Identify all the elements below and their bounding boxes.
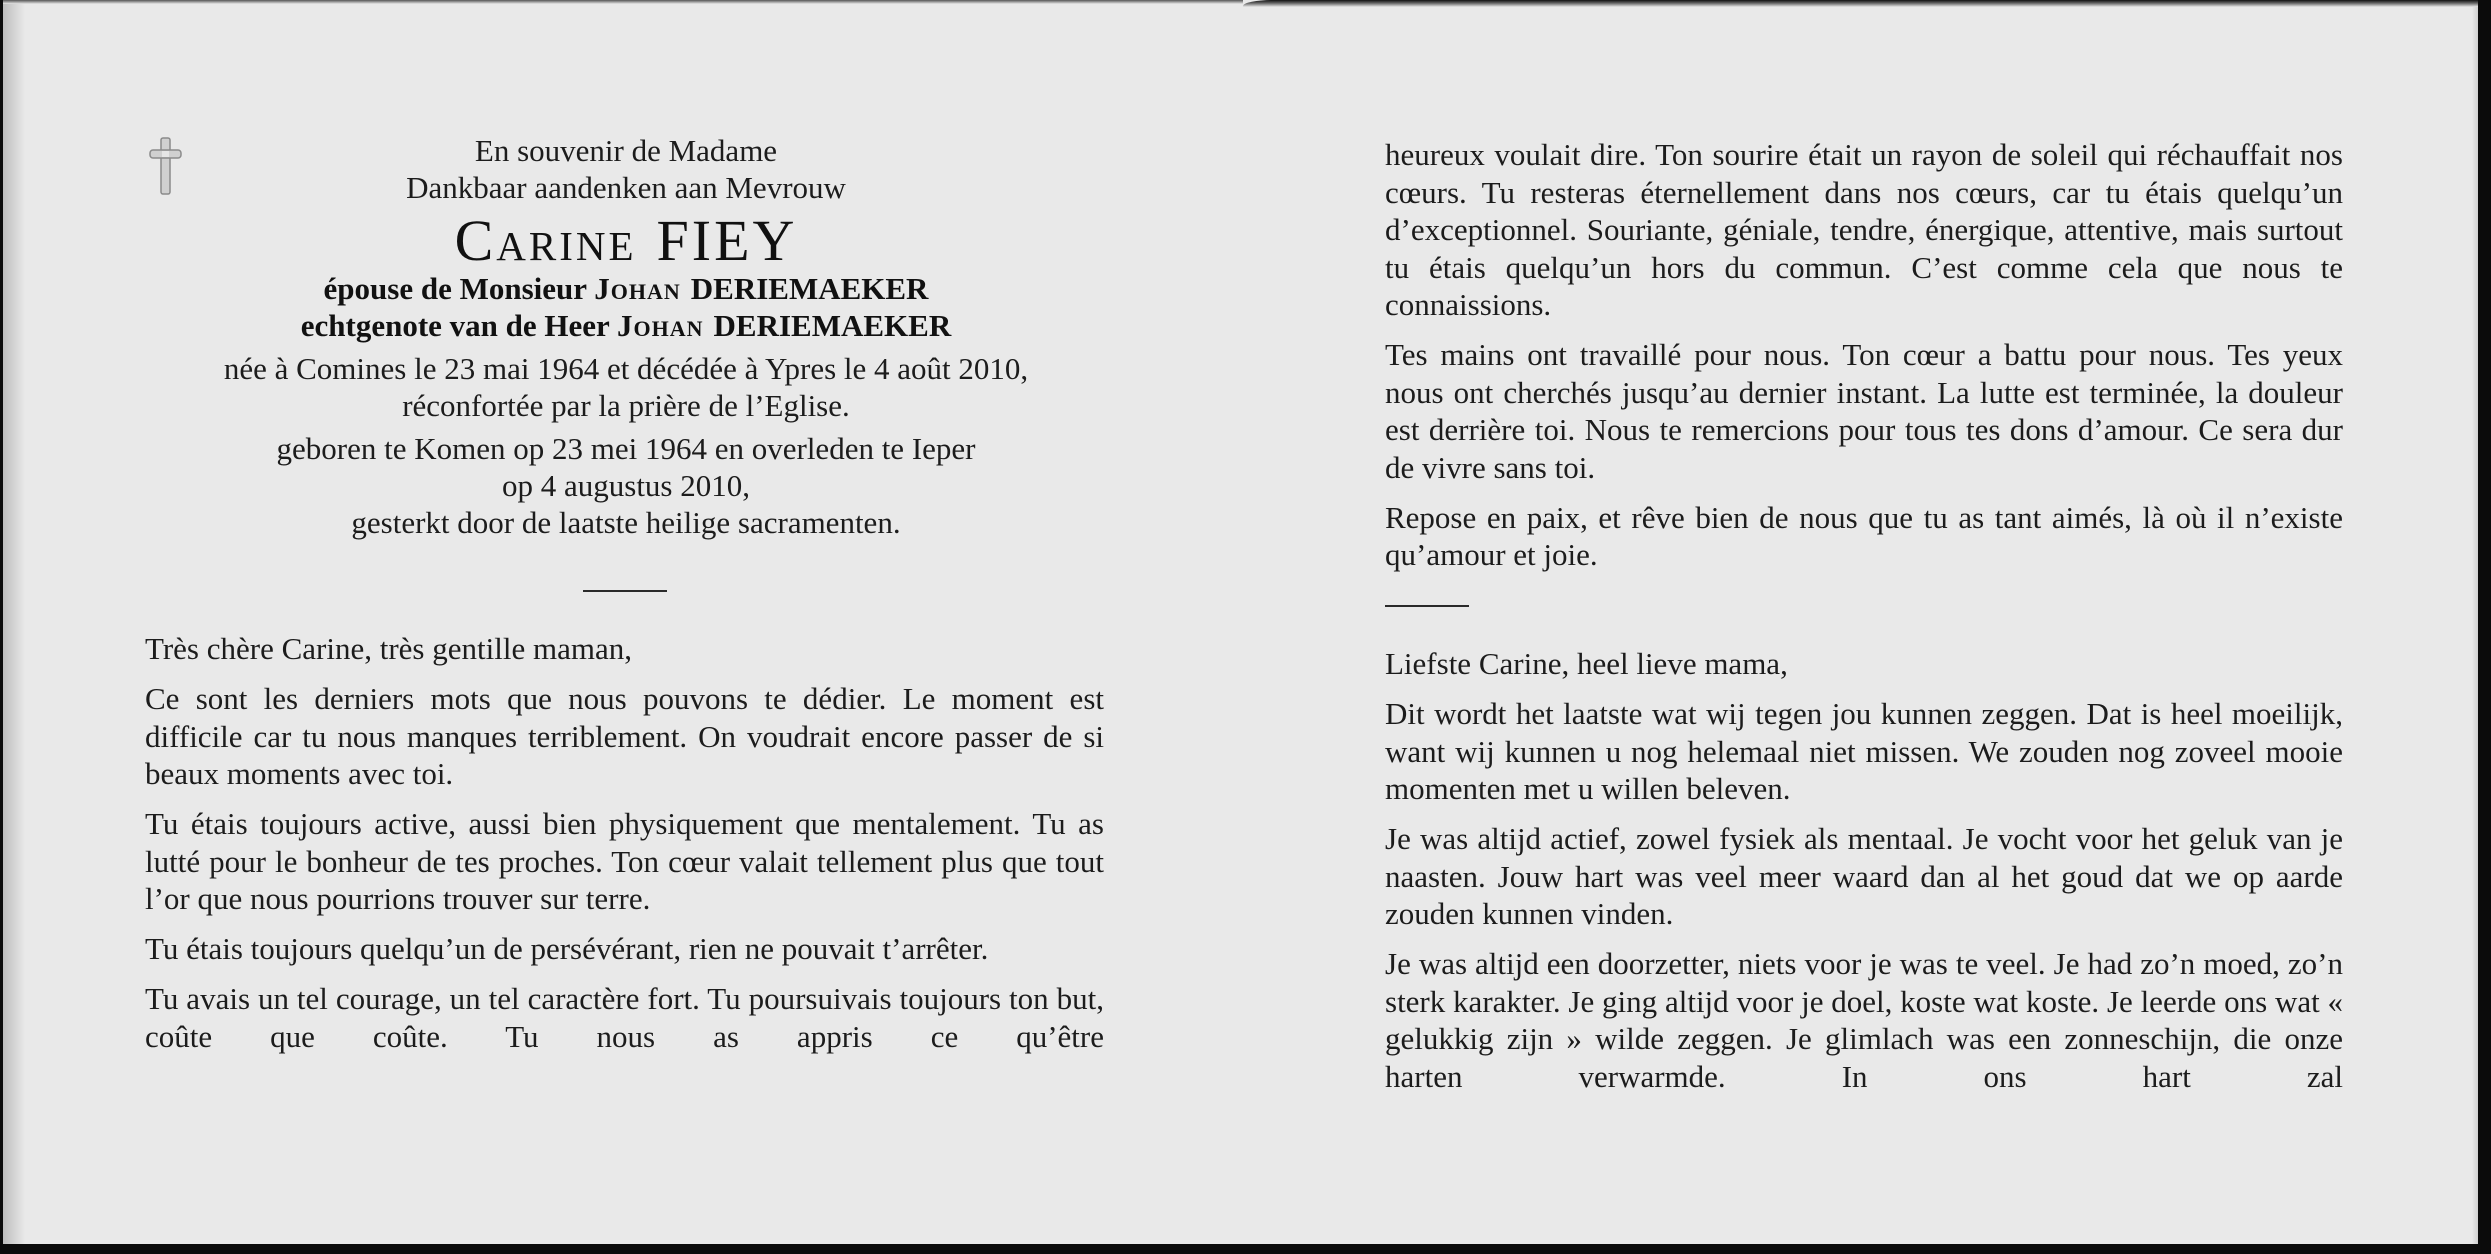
- memorial-card: [3, 0, 2478, 1244]
- paragraph: Repose en paix, et rêve bien de nous que tu as tant aimés, là où il n’existe qu’amour et joie.: [1385, 499, 2343, 572]
- right-body-fr: [1385, 136, 2343, 586]
- birth-death-nl: geboren te Komen op 23 mei 1964 en overleden te Ieper: [276, 431, 976, 466]
- last-name: FIEY: [656, 208, 798, 273]
- paragraph: Tu étais toujours quelqu’un de persévérant, rien ne pouvait t’arrêter.: [145, 931, 989, 966]
- spouse-first-name: Johan: [617, 308, 704, 343]
- spouse-last-name: DERIEMAEKER: [713, 308, 952, 343]
- paragraph: heureux voulait dire. Ton sourire était un rayon de soleil qui réchauffait nos cœurs. Tu resteras éternellement dans nos cœurs, car tu étais quelqu’un d’exceptionnel. Souriante, géniale, tendre, énergique, attentive, mais surtout tu étais quelqu’un hors du commun. C’est comme cela que nous te connaissions.: [1385, 137, 2343, 322]
- paragraph: Tu avais un tel courage, un tel caractère fort. Tu poursuivais toujours ton but, coûte que coûte. Tu nous as appris ce qu’être: [145, 981, 1104, 1054]
- spouse-last-name: DERIEMAEKER: [690, 271, 929, 306]
- right-body-nl: [1385, 645, 2343, 1108]
- birth-death-fr: née à Comines le 23 mai 1964 et décédée à Ypres le 4 août 2010,: [223, 351, 1029, 386]
- deceased-name: [148, 208, 1104, 274]
- card-header: [148, 132, 1104, 541]
- right-edge-shadow: [2472, 0, 2478, 1244]
- paragraph: Liefste Carine, heel lieve mama,: [1385, 646, 1788, 681]
- first-name: Carine: [454, 208, 637, 273]
- spouse-line-fr: [148, 270, 1104, 307]
- left-body: [145, 630, 1104, 1068]
- paragraph: Tu étais toujours active, aussi bien physiquement que mentalement. Tu as lutté pour le bonheur de tes proches. Ton cœur valait tellement plus que tout l’or que nous pourrions trouver sur terre.: [145, 806, 1104, 916]
- spouse-line-nl: [148, 307, 1104, 344]
- paragraph: Tes mains ont travaillé pour nous. Ton cœur a battu pour nous. Tes yeux nous ont cherchés jusqu’au dernier instant. La lutte est terminée, la douleur est derrière toi. Nous te remercions pour tous tes dons d’amour. Ce sera dur de vivre sans toi.: [1385, 337, 2343, 485]
- top-shadow: [3, 0, 1243, 4]
- divider-right: [1385, 605, 1469, 607]
- paragraph: Je was altijd een doorzetter, niets voor je was te veel. Je had zo’n moed, zo’n sterk karakter. Je ging altijd voor je doel, koste wat koste. Je leerde ons wat « gelukkig zijn » wilde zeggen. Je glimlach was een zonneschijn, die onze harten verwarmde. In ons hart zal: [1385, 946, 2343, 1094]
- paragraph: Très chère Carine, très gentille maman,: [145, 631, 632, 666]
- header-line-fr: En souvenir de Madame: [474, 133, 778, 168]
- divider-left: [583, 590, 667, 592]
- paragraph: Dit wordt het laatste wat wij tegen jou kunnen zeggen. Dat is heel moeilijk, want wij kunnen u nog helemaal niet missen. We zouden nog zoveel mooie momenten met u willen beleven.: [1385, 696, 2343, 806]
- spouse-first-name: Johan: [594, 271, 681, 306]
- sacraments-fr: réconfortée par la prière de l’Eglise.: [402, 388, 850, 423]
- spouse-prefix-nl: echtgenote van de Heer: [300, 308, 610, 343]
- paragraph: Ce sont les derniers mots que nous pouvons te dédier. Le moment est difficile car tu nous manques terriblement. On voudrait encore passer de si beaux moments avec toi.: [145, 681, 1104, 791]
- header-line-nl: Dankbaar aandenken aan Mevrouw: [406, 170, 846, 205]
- paragraph: Je was altijd actief, zowel fysiek als mentaal. Je vocht voor het geluk van je naasten. Jouw hart was veel meer waard dan al het goud dat we op aarde zouden kunnen vinden.: [1385, 821, 2343, 931]
- sacraments-nl: gesterkt door de laatste heilige sacramenten.: [351, 505, 901, 540]
- spouse-prefix-fr: épouse de Monsieur: [323, 271, 587, 306]
- death-date-nl: op 4 augustus 2010,: [502, 468, 750, 503]
